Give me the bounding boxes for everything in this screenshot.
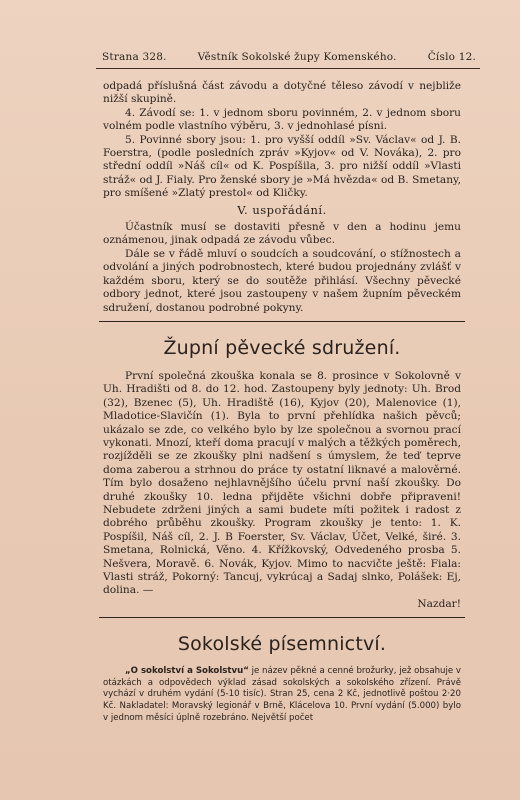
section-heading: V. uspořádání. xyxy=(237,202,327,217)
paragraph-rule-4: 4. Závodí se: 1. v jednom sboru povinném, 2. v jednom sboru volném podle vlastního výběru, 3. v jednohlasé písni. xyxy=(103,106,461,133)
paragraph-judges: Dále se v řádě mluví o soudcích a soudcování, o stížnostech a odvolání a jiných podrobnostech, které budou projednány zvlášť v každém sboru, který se do soutěže přihlásí. Všechny pěvecké odbory jednot, které jsou zastoupeny v našem župním pěveckém sdružení, dostanou podrobné pokyny. xyxy=(103,247,461,314)
section-title-choir: Župní pěvecké sdružení. xyxy=(163,336,401,359)
paragraph-attendance: Účastník musí se dostaviti přesně v den a hodinu jemu oznámenou, jinak odpadá ze závodu vůbec. xyxy=(103,221,461,247)
section-divider-2 xyxy=(99,617,465,618)
signoff-line xyxy=(103,598,461,611)
paragraph-choir-report: První společná zkouška konala se 8. prosince v Sokolovně v Uh. Hradišti od 8. do 12. hod. Zastoupeny byly jednoty: Uh. Brod (32), Bzenec (5), Uh. Hradiště (16), Kyjov (20), Malenovice (1), Mladotice-Slavičín (1). Byla to první přehlídka našich pěvců; ukázalo se zde, co velkého bylo by lze společnou a svornou prací vykonati. Mnozí, kteří doma pracují v malých a těžkých poměrech, rozjížděli se ze zkoušky plni nadšení s úmyslem, že teď teprve doma zaberou a strhnou do práce ty ostatní liknavé a malověrné. Tím bylo dosaženo nejhlavnějšího účelu první naší zkoušky. Do druhé zkoušky 10. ledna přijděte všichni dobře připraveni! Nebudete zdrženi jiných a sami budete míti požitek i radost z dobrého průběhu zkoušky. Program zkoušky je tento: 1. K. Pospíšil, Náš cíl, 2. J. B Foerster, Sv. Václav, Účet, Velké, širé. 3. Smetana, Rolnická, Věno. 4. Křížkovský, Odvedeného prosba 5. Nešvera, Moravě. 6. Novák, Kyjov. Mimo to nacvičte ještě: Fiala: Vlasti stráž, Pokorný: Tancuj, vykrúcaj a Sadaj slnko, Polášek: Ej, dolina. — xyxy=(103,369,461,597)
literature-text: je název pěkné a cenné brožurky, jež obsahuje v otázkách a odpovědech výklad zásad sokolských a sokolského zřízení. Právě vychází v druhém vydání (5-10 tisíc). Stran 25, cena 2 Kč, jednotlivě poštou 2·20 Kč. Nakladatel: Moravský legionář v Brně, Klácelova 10. První vydání (5.000) bylo v jednom měsíci úplně rozebráno. Největší počet xyxy=(103,666,461,723)
page-number: Strana 328. xyxy=(102,51,167,63)
journal-title: Věstník Sokolské župy Komenského. xyxy=(197,51,397,63)
book-title: „O sokolství a Sokolstvu“ xyxy=(125,666,249,677)
article-body xyxy=(103,80,461,724)
running-header xyxy=(102,51,476,63)
header-divider xyxy=(96,68,480,69)
paragraph-rule-5: 5. Povinné sbory jsou: 1. pro vyšší oddíl »Sv. Václav« od J. B. Foerstra, (podle posledních zpráv »Kyjov« od V. Nováka), 2. pro střední oddíl »Náš cíl« od K. Pospíšila, 3. pro nižší oddíl »Vlasti stráž« od J. Fialy. Pro ženské sbory je »Má hvězda« od B. Smetany, pro smíšené »Zlatý prestol« od Kličky. xyxy=(103,133,461,200)
section-divider xyxy=(99,321,465,322)
issue-number: Číslo 12. xyxy=(427,51,476,63)
section-title-literature: Sokolské písemnictví. xyxy=(177,633,387,656)
signoff-text: Nazdar! xyxy=(417,597,461,610)
paragraph-literature xyxy=(103,666,461,724)
paragraph-continuation: odpadá příslušná část závodu a dotyčné těleso závodí v nejbliže nižší skupině. xyxy=(103,80,461,106)
